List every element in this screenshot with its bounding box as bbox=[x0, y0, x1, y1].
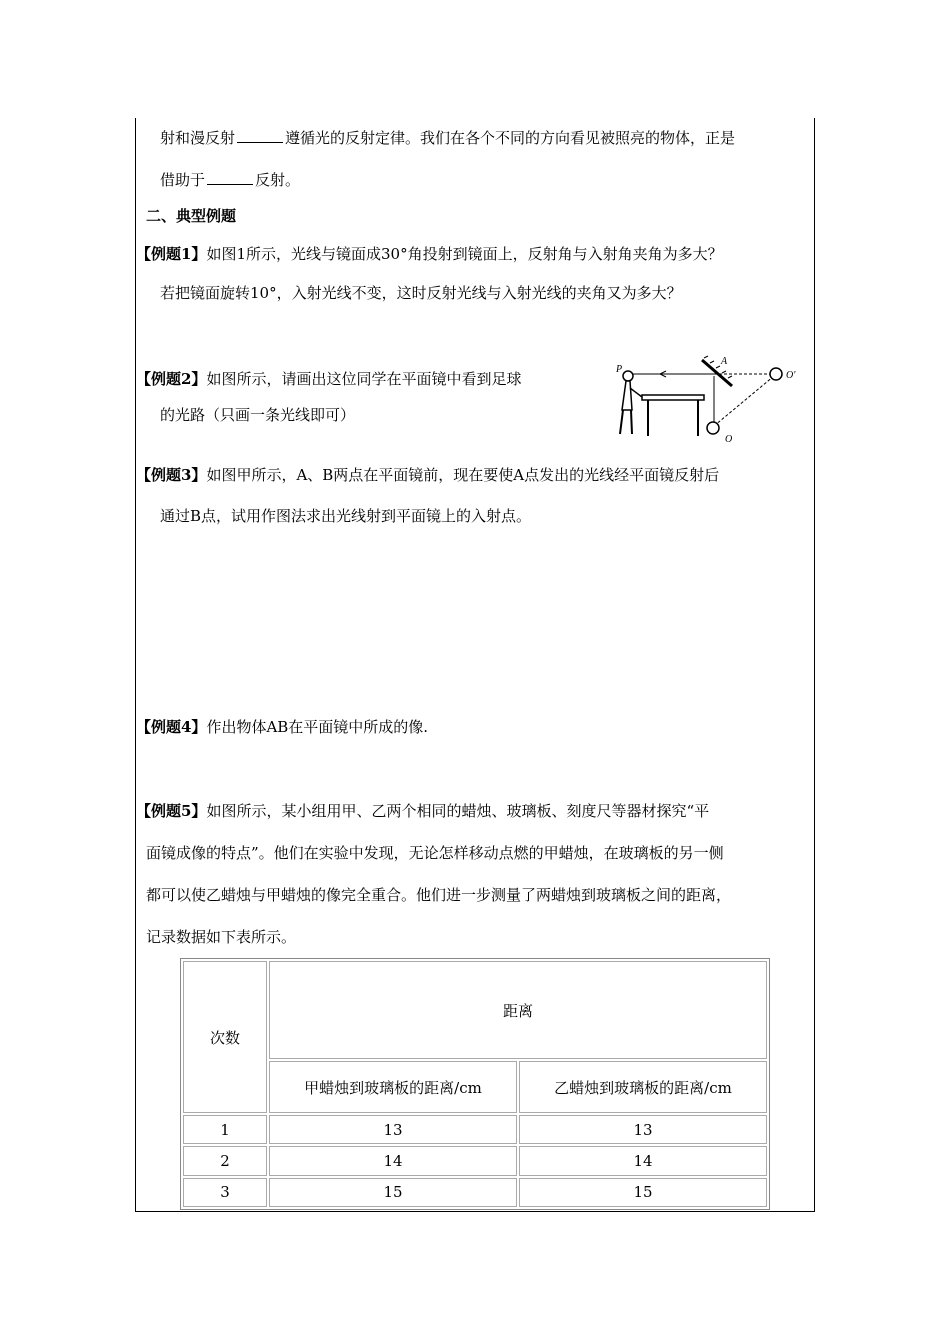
label-p: P bbox=[616, 364, 623, 375]
fill-blank-2[interactable] bbox=[207, 170, 253, 185]
label-o-prime: O' bbox=[786, 370, 796, 381]
distance-table bbox=[180, 958, 770, 1210]
fill-blank-1[interactable] bbox=[237, 128, 283, 143]
example-tag: 【例题5】 bbox=[136, 802, 207, 820]
cell-candle-b: 14 bbox=[519, 1146, 767, 1175]
table-legs bbox=[648, 400, 698, 436]
text-segment: 遵循光的反射定律。我们在各个不同的方向看见被照亮的物体，正是 bbox=[285, 129, 736, 147]
text-segment: 如图所示，某小组用甲、乙两个相同的蜡烛、玻璃板、刻度尺等器材探究“平 bbox=[206, 802, 710, 820]
example-5-line-3: 都可以使乙蜡烛与甲蜡烛的像完全重合。他们进一步测量了两蜡烛到玻璃板之间的距离， bbox=[146, 886, 732, 904]
example-1-line-1 bbox=[136, 244, 723, 264]
text-line-1 bbox=[160, 128, 735, 148]
text-segment: 借助于 bbox=[160, 171, 206, 189]
table-top bbox=[642, 395, 704, 400]
example-tag: 【例题4】 bbox=[136, 718, 207, 736]
header-col-candle-a: 甲蜡烛到玻璃板的距离/cm bbox=[269, 1061, 517, 1113]
person-body bbox=[622, 381, 632, 410]
example-4-line-1 bbox=[136, 717, 428, 737]
text-line-2 bbox=[160, 170, 300, 190]
header-distance: 距离 bbox=[269, 961, 767, 1059]
person-head bbox=[623, 371, 633, 381]
example-3-line-1 bbox=[136, 465, 719, 485]
example-tag: 【例题2】 bbox=[136, 370, 207, 388]
section-title: 二、典型例题 bbox=[146, 207, 237, 225]
cell-count: 1 bbox=[183, 1115, 267, 1144]
example-1-line-2: 若把镜面旋转10°，入射光线不变，这时反射光线与入射光线的夹角又为多大？ bbox=[160, 284, 682, 302]
cell-candle-a: 13 bbox=[269, 1115, 517, 1144]
example-5-line-1 bbox=[136, 801, 709, 821]
text-segment: 作出物体AB在平面镜中所成的像. bbox=[206, 718, 429, 736]
cell-candle-a: 15 bbox=[269, 1178, 517, 1207]
example-2-line-2: 的光路（只画一条光线即可） bbox=[160, 406, 356, 424]
text-segment: 反射。 bbox=[255, 171, 301, 189]
example-tag: 【例题3】 bbox=[136, 466, 207, 484]
label-o: O bbox=[725, 434, 733, 444]
example-2-line-1 bbox=[136, 369, 521, 389]
example-3-line-2: 通过B点，试用作图法求出光线射到平面镜上的入射点。 bbox=[160, 507, 532, 525]
cell-candle-b: 15 bbox=[519, 1178, 767, 1207]
person-arm bbox=[630, 388, 642, 397]
header-count: 次数 bbox=[183, 961, 267, 1113]
cell-candle-b: 13 bbox=[519, 1115, 767, 1144]
text-segment: 如图甲所示，A、B两点在平面镜前，现在要使A点发出的光线经平面镜反射后 bbox=[206, 466, 720, 484]
text-segment: 如图1所示，光线与镜面成30°角投射到镜面上，反射角与入射角夹角为多大？ bbox=[206, 245, 723, 263]
text-segment: 射和漫反射 bbox=[160, 129, 236, 147]
cell-count: 2 bbox=[183, 1146, 267, 1175]
text-segment: 如图所示，请画出这位同学在平面镜中看到足球 bbox=[206, 370, 522, 388]
example-5-line-2: 面镜成像的特点”。他们在实验中发现，无论怎样移动点燃的甲蜡烛，在玻璃板的另一侧 bbox=[146, 844, 724, 862]
example-5-line-4: 记录数据如下表所示。 bbox=[146, 928, 297, 946]
football-image-icon bbox=[770, 368, 782, 380]
football-icon bbox=[707, 422, 719, 434]
mirror-football-figure bbox=[606, 352, 806, 444]
person-legs bbox=[620, 410, 632, 434]
cell-candle-a: 14 bbox=[269, 1146, 517, 1175]
example-tag: 【例题1】 bbox=[136, 245, 207, 263]
label-a: A bbox=[721, 356, 728, 367]
header-col-candle-b: 乙蜡烛到玻璃板的距离/cm bbox=[519, 1061, 767, 1113]
cell-count: 3 bbox=[183, 1178, 267, 1207]
mirror bbox=[702, 360, 732, 386]
dashed-guide bbox=[714, 376, 774, 426]
